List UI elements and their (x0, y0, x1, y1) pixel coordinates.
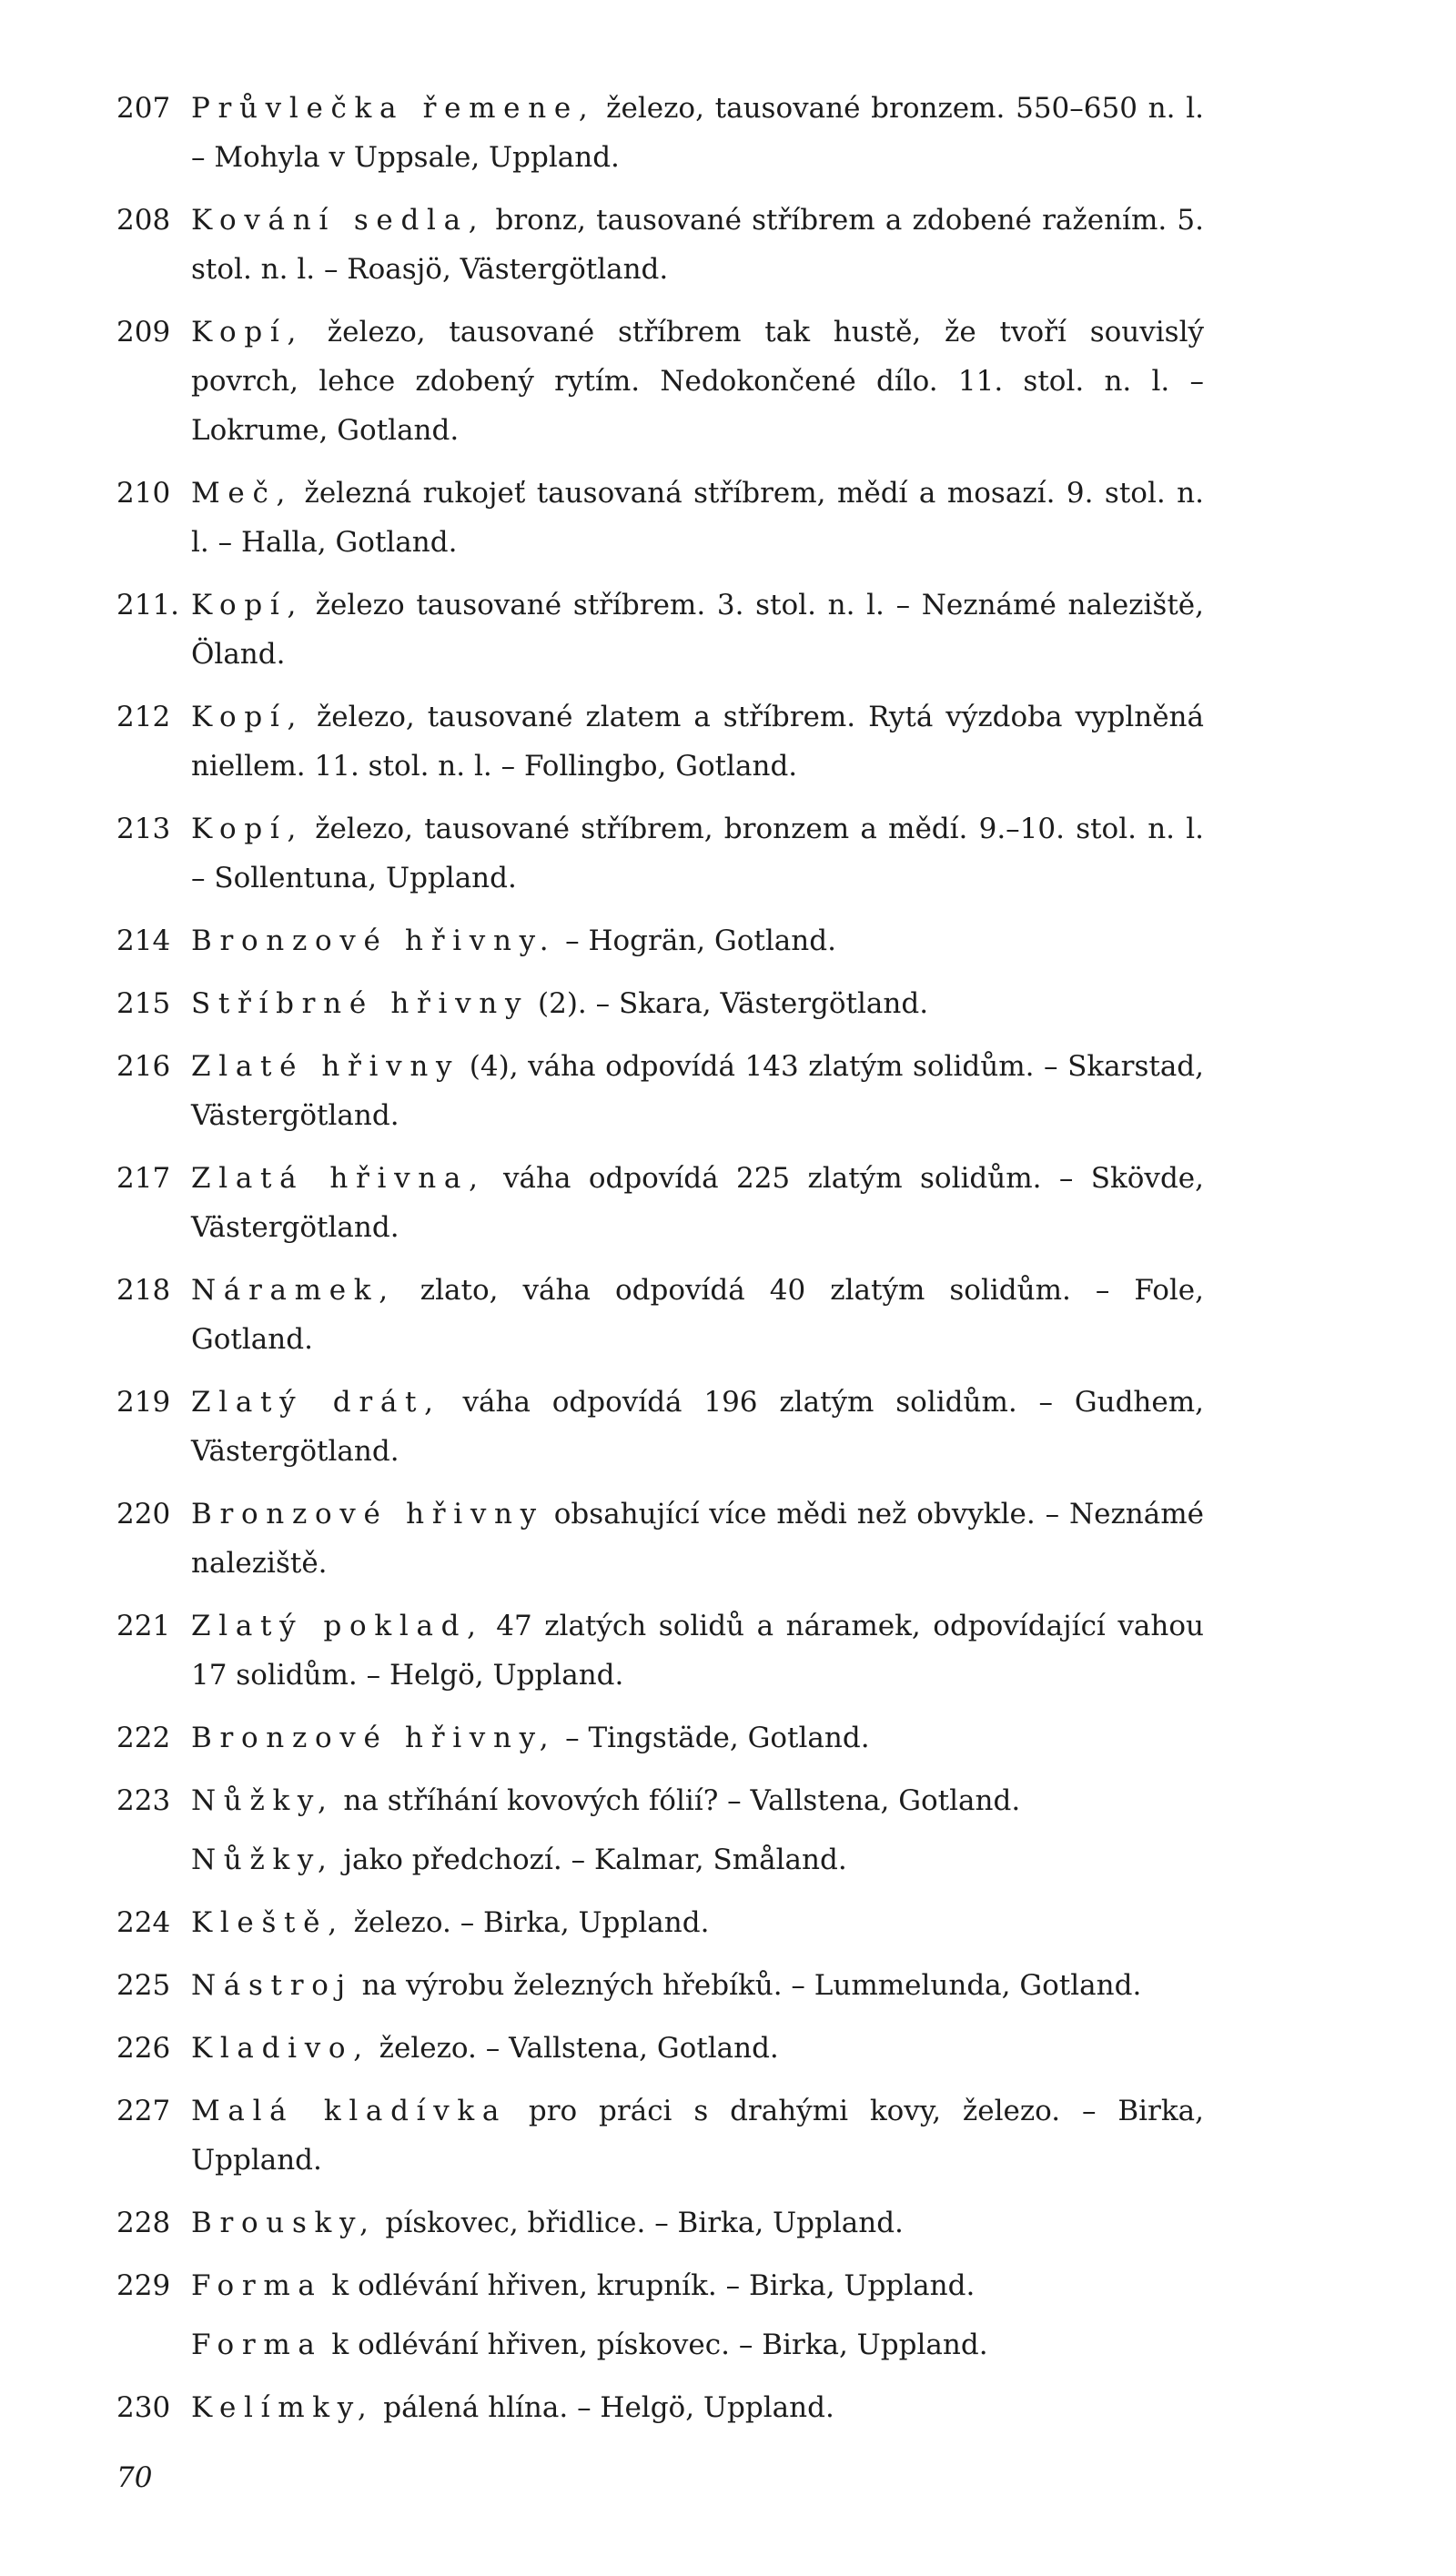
entry-number: 209 (116, 316, 171, 349)
catalog-entry (116, 2320, 1204, 2369)
entry-body (191, 2261, 1204, 2310)
entry-description: železo. – Vallstena, Gotland. (369, 2032, 779, 2065)
entry-body (191, 469, 1204, 567)
entry-body (191, 1776, 1204, 1825)
entry-description: pískovec, břidlice. – Birka, Uppland. (376, 2207, 904, 2239)
entry-title: Průvlečka řemene, (191, 92, 596, 125)
catalog-entry (116, 916, 1204, 965)
entry-title: Kopí, (191, 316, 305, 349)
catalog-entry (116, 1490, 1204, 1588)
entry-number: 210 (116, 477, 171, 510)
entry-title: Kopí, (191, 813, 305, 845)
entry-title: Bronzové hřivny. (191, 924, 557, 957)
catalog-entry (116, 2198, 1204, 2248)
entry-number: 229 (116, 2269, 171, 2302)
catalog-entry (116, 1266, 1204, 1364)
entry-number: 218 (116, 1274, 171, 1307)
entry-title: Kování sedla, (191, 204, 486, 237)
entry-number: 212 (116, 701, 171, 733)
entry-body (191, 1961, 1204, 2010)
entry-description: železo, tausované zlatem a stříbrem. Rytá výzdoba vyplněná niellem. 11. stol. n. l. – Follingbo, Gotland. (191, 701, 1204, 783)
entry-number: 225 (116, 1969, 171, 2002)
entry-title: Zlatý drát, (191, 1386, 441, 1419)
entry-number: 230 (116, 2391, 171, 2424)
entry-number: 213 (116, 813, 171, 845)
entry-body (191, 979, 1204, 1028)
catalog-entry (116, 308, 1204, 455)
catalog-entry (116, 1601, 1204, 1700)
entry-description: – Tingstäde, Gotland. (556, 1722, 870, 1754)
entry-title: Forma (191, 2329, 323, 2361)
entry-body (191, 1898, 1204, 1947)
entry-description: jako předchozí. – Kalmar, Småland. (334, 1844, 847, 1876)
entry-number: 219 (116, 1386, 171, 1419)
entry-number: 226 (116, 2032, 171, 2065)
entry-title: Zlatá hřivna, (191, 1162, 486, 1195)
entry-title: Kleště, (191, 1906, 345, 1939)
entry-number: 228 (116, 2207, 171, 2239)
entry-number: 216 (116, 1050, 171, 1083)
entry-description: 47 zlatých solidů a náramek, odpovídající vahou 17 solidům. – Helgö, Uppland. (191, 1610, 1204, 1692)
entry-body (191, 2198, 1204, 2248)
entry-description: (4), váha odpovídá 143 zlatým solidům. – Skarstad, Västergötland. (191, 1050, 1204, 1132)
catalog-entry (116, 804, 1204, 903)
entry-description: na výrobu železných hřebíků. – Lummelunda, Gotland. (352, 1969, 1142, 2002)
entry-body (191, 1835, 1204, 1884)
entry-number: 224 (116, 1906, 171, 1939)
entry-body (191, 308, 1204, 455)
entry-number: 223 (116, 1784, 171, 1817)
entry-number: 222 (116, 1722, 171, 1754)
entry-title: Malá kladívka (191, 2095, 508, 2127)
catalog-entry (116, 2024, 1204, 2073)
entry-description: pro práci s drahými kovy, železo. – Birka, Uppland. (191, 2095, 1204, 2177)
entry-number: 208 (116, 204, 171, 237)
entry-title: Nástroj (191, 1969, 353, 2002)
entry-body (191, 1713, 1204, 1763)
entry-description: k odlévání hřiven, pískovec. – Birka, Uppland. (322, 2329, 988, 2361)
entry-number: 207 (116, 92, 171, 125)
entry-title: Bronzové hřivny, (191, 1722, 557, 1754)
entry-number: 221 (116, 1610, 171, 1642)
entry-description: na stříhání kovových fólií? – Vallstena, Gotland. (334, 1784, 1021, 1817)
catalog-entry (116, 1961, 1204, 2010)
catalog-entry (116, 2383, 1204, 2432)
entry-title: Kopí, (191, 589, 305, 621)
entry-description: pálená hlína. – Helgö, Uppland. (374, 2391, 834, 2424)
catalog-entry (116, 1898, 1204, 1947)
entry-description: – Hogrän, Gotland. (556, 924, 836, 957)
entry-number: 217 (116, 1162, 171, 1195)
entry-title: Forma (191, 2269, 323, 2302)
entry-description: železo, tausované bronzem. 550–650 n. l. – Mohyla v Uppsale, Uppland. (191, 92, 1204, 174)
entry-body (191, 692, 1204, 791)
entry-title: Brousky, (191, 2207, 377, 2239)
entry-title: Kladivo, (191, 2032, 370, 2065)
entry-body (191, 1490, 1204, 1588)
entry-description: k odlévání hřiven, krupník. – Birka, Uppland. (322, 2269, 976, 2302)
entry-description: obsahující více mědi než obvykle. – Neznámé naleziště. (191, 1498, 1204, 1580)
entry-title: Nůžky, (191, 1844, 335, 1876)
entry-number: 211. (116, 589, 180, 621)
entry-title: Kopí, (191, 701, 305, 733)
catalog-entry (116, 2261, 1204, 2310)
entry-body (191, 2383, 1204, 2432)
entry-title: Stříbrné hřivny (191, 987, 530, 1020)
entry-description: železo, tausované stříbrem tak hustě, že tvoří souvislý povrch, lehce zdobený rytím. Nedokončené dílo. 11. stol. n. l. – Lokrume, Gotland. (191, 316, 1204, 447)
entry-body (191, 1378, 1204, 1476)
entry-body (191, 804, 1204, 903)
entry-title: Bronzové hřivny (191, 1498, 544, 1530)
catalog-entry (116, 581, 1204, 679)
entry-description: železo tausované stříbrem. 3. stol. n. l. – Neznámé naleziště, Öland. (191, 589, 1204, 671)
entry-title: Zlaté hřivny (191, 1050, 460, 1083)
entry-body (191, 1601, 1204, 1700)
entry-description: bronz, tausované stříbrem a zdobené ražením. 5. stol. n. l. – Roasjö, Västergötland. (191, 204, 1204, 286)
entry-body (191, 2086, 1204, 2185)
entry-title: Zlatý poklad, (191, 1610, 484, 1642)
entry-title: Náramek, (191, 1274, 396, 1307)
catalog-entry (116, 469, 1204, 567)
entry-title: Kelímky, (191, 2391, 375, 2424)
entry-body (191, 1154, 1204, 1252)
entry-description: železo, tausované stříbrem, bronzem a mědí. 9.–10. stol. n. l. – Sollentuna, Uppland. (191, 813, 1204, 894)
entry-body (191, 581, 1204, 679)
catalog-entry (116, 1042, 1204, 1140)
catalog-entry (116, 1776, 1204, 1825)
catalog-entry (116, 692, 1204, 791)
catalog-entry (116, 196, 1204, 294)
entry-description: železo. – Birka, Uppland. (344, 1906, 710, 1939)
entry-title: Meč, (191, 477, 294, 510)
entry-body (191, 196, 1204, 294)
catalog-entry (116, 2086, 1204, 2185)
entry-title: Nůžky, (191, 1784, 335, 1817)
catalog-entry (116, 1835, 1204, 1884)
entry-number: 227 (116, 2095, 171, 2127)
entry-body (191, 916, 1204, 965)
page-number: 70 (116, 2461, 153, 2494)
catalog-entry (116, 979, 1204, 1028)
catalog-entry (116, 84, 1204, 182)
entry-number: 220 (116, 1498, 171, 1530)
entry-description: váha odpovídá 225 zlatým solidům. – Skövde, Västergötland. (191, 1162, 1204, 1244)
entry-body (191, 84, 1204, 182)
entry-description: železná rukojeť tausovaná stříbrem, mědí a mosazí. 9. stol. n. l. – Halla, Gotland. (191, 477, 1204, 559)
entry-body (191, 1042, 1204, 1140)
catalog-entry (116, 1713, 1204, 1763)
catalog-entry (116, 1378, 1204, 1476)
catalog-entry (116, 1154, 1204, 1252)
catalog-list (116, 84, 1204, 2446)
entry-description: zlato, váha odpovídá 40 zlatým solidům. – Fole, Gotland. (191, 1274, 1204, 1356)
entry-number: 215 (116, 987, 171, 1020)
entry-body (191, 2024, 1204, 2073)
entry-number: 214 (116, 924, 171, 957)
entry-body (191, 2320, 1204, 2369)
entry-description: váha odpovídá 196 zlatým solidům. – Gudhem, Västergötland. (191, 1386, 1204, 1468)
entry-description: (2). – Skara, Västergötland. (529, 987, 929, 1020)
entry-body (191, 1266, 1204, 1364)
